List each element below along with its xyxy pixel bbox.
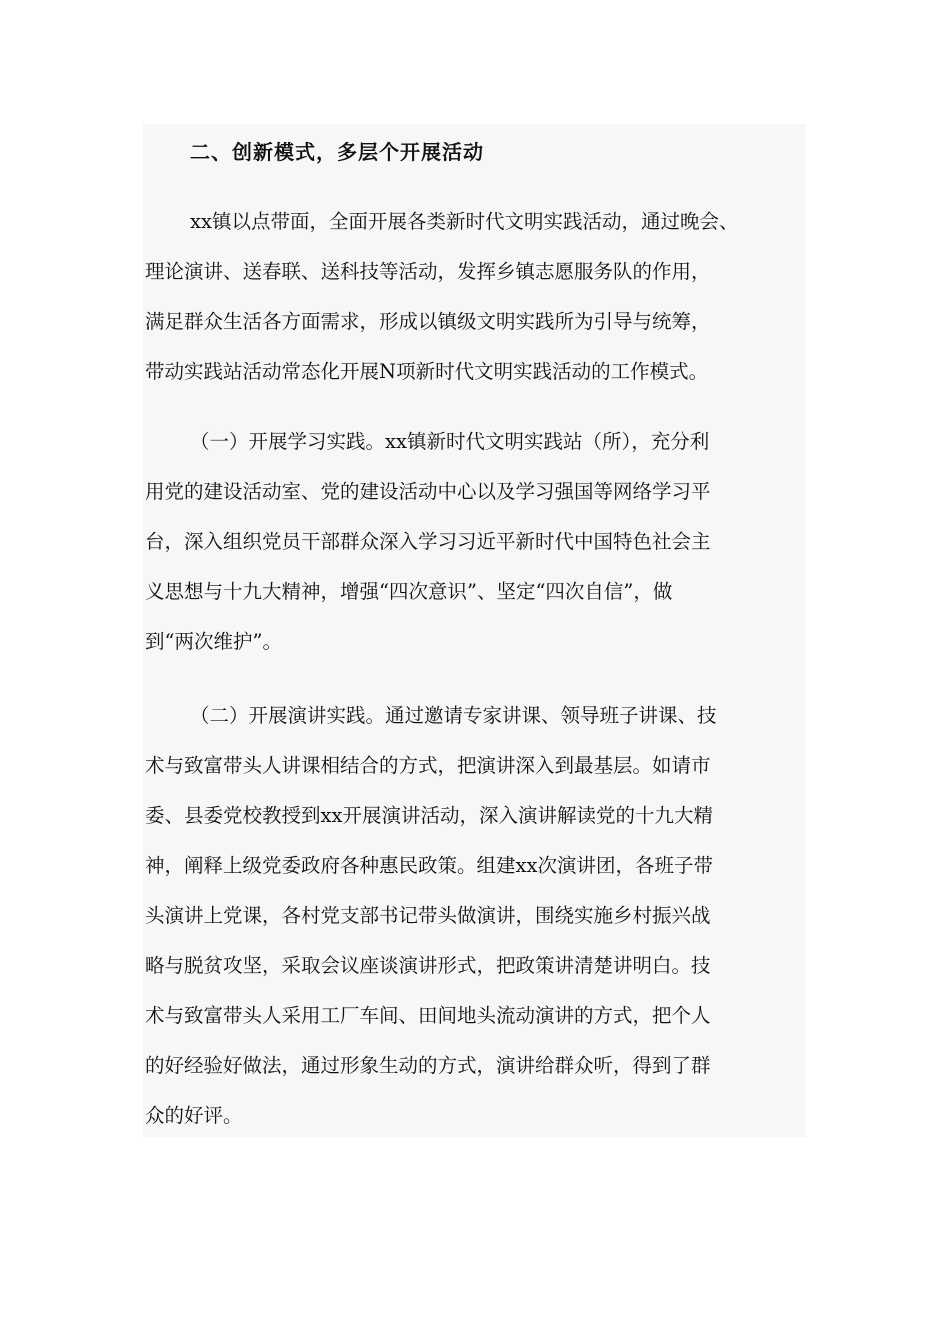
paragraph-3-line-7: 术与致富带头人采用工厂车间、田间地头流动演讲的方式，把个人 [145,1004,711,1027]
paragraph-2-line-1: （一）开展学习实践。xx镇新时代文明实践站（所），充分利 [190,430,710,453]
paragraph-1-line-2: 理论演讲、送春联、送科技等活动，发挥乡镇志愿服务队的作用， [145,260,711,283]
paragraph-3-line-4: 神，阐释上级党委政府各种惠民政策。组建xx次演讲团，各班子带 [145,854,713,877]
paragraph-3-line-8: 的好经验好做法，通过形象生动的方式，演讲给群众听，得到了群 [145,1054,711,1077]
section-heading: 二、创新模式，多层个开展活动 [190,140,484,164]
paragraph-3-line-5: 头演讲上党课，各村党支部书记带头做演讲，围绕实施乡村振兴战 [145,904,711,927]
paragraph-3-line-3: 委、县委党校教授到xx开展演讲活动，深入演讲解读党的十九大精 [145,804,713,827]
paragraph-3-line-6: 略与脱贫攻坚，采取会议座谈演讲形式，把政策讲清楚讲明白。技 [145,954,711,977]
paragraph-3-line-1: （二）开展演讲实践。通过邀请专家讲课、领导班子讲课、技 [190,704,717,727]
paragraph-2-line-4: 义思想与十九大精神，增强“四次意识”、坚定“四次自信”，做 [145,580,673,603]
paragraph-2-line-2: 用党的建设活动室、党的建设活动中心以及学习强国等网络学习平 [145,480,711,503]
paragraph-3-line-2: 术与致富带头人讲课相结合的方式，把演讲深入到最基层。如请市 [145,754,711,777]
paragraph-2-line-5: 到“两次维护”。 [145,630,282,653]
paragraph-1-line-1: xx镇以点带面，全面开展各类新时代文明实践活动，通过晚会、 [190,210,739,233]
paragraph-2-line-3: 台，深入组织党员干部群众深入学习习近平新时代中国特色社会主 [145,530,711,553]
paragraph-1-line-3: 满足群众生活各方面需求，形成以镇级文明实践所为引导与统筹， [145,310,711,333]
paragraph-1-line-4: 带动实践站活动常态化开展N项新时代文明实践活动的工作模式。 [145,360,709,383]
paragraph-3-line-9: 众的好评。 [145,1104,243,1127]
